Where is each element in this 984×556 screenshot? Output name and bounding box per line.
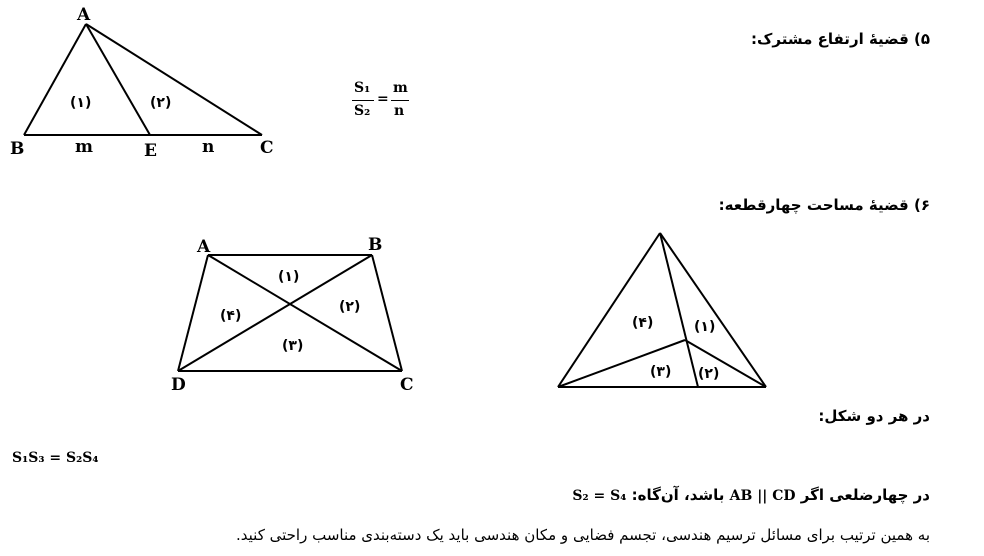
section6-heading: ۶) قضیهٔ مساحت چهارقطعه: xyxy=(718,196,930,214)
formula-rhs-numerator: m xyxy=(393,80,408,96)
condition-parallel: AB || CD xyxy=(729,488,796,504)
common-height-triangle xyxy=(24,24,262,135)
trapezoid-region-1: (۱) xyxy=(278,269,300,285)
condition-middle: باشد، آن‌گاه: xyxy=(631,486,725,504)
formula-equals: = xyxy=(377,91,389,107)
triangle-region-1: (۱) xyxy=(694,319,716,335)
vertex-c-label: C xyxy=(260,138,274,158)
formula-lhs-numerator: S₁ xyxy=(354,80,371,96)
condition-prefix: در چهارضلعی اگر xyxy=(800,486,930,504)
triangle-region-3: (۳) xyxy=(650,364,672,380)
trapezoid-region-3: (۳) xyxy=(282,338,304,354)
section5-heading: ۵) قضیهٔ ارتفاع مشترک: xyxy=(751,30,930,48)
segment-n-label: n xyxy=(202,137,215,157)
closing-paragraph: به همین ترتیب برای مسائل ترسیم هندسی، تجسم فضایی و مکان هندسی باید یک دسته‌بندی مناسب راحتی کنید. xyxy=(236,526,930,544)
trapezoid-vertex-b: B xyxy=(368,235,383,255)
trapezoid-vertex-c: C xyxy=(400,375,414,395)
side-da xyxy=(178,255,208,371)
triangle-region-4: (۴) xyxy=(632,315,654,331)
region-1-label: (۱) xyxy=(70,95,92,111)
region-2-label: (۲) xyxy=(150,95,172,111)
segment-m-label: m xyxy=(75,137,93,157)
condition-result: S₂ = S₄ xyxy=(572,488,627,504)
vertex-e-label: E xyxy=(144,141,157,161)
vertex-a-label: A xyxy=(77,5,91,25)
side-ab xyxy=(24,24,86,135)
trapezoid-vertex-a: A xyxy=(197,237,211,257)
both-figures-text: در هر دو شکل: xyxy=(818,407,930,425)
triangle-region-2: (۲) xyxy=(698,366,720,382)
trapezoid-region-4: (۴) xyxy=(220,308,242,324)
trapezoid-condition-line xyxy=(572,486,930,504)
formula-lhs-denominator: S₂ xyxy=(354,103,371,119)
trapezoid-vertex-d: D xyxy=(171,375,186,395)
side-right xyxy=(660,233,766,387)
segment-ae xyxy=(86,24,150,135)
side-bc xyxy=(372,255,402,371)
vertex-b-label: B xyxy=(10,139,25,159)
side-ac xyxy=(86,24,262,135)
side-left xyxy=(558,233,660,387)
formula-rhs-denominator: n xyxy=(394,103,405,119)
trapezoid-region-2: (۲) xyxy=(339,299,361,315)
product-formula: S₁S₃ = S₂S₄ xyxy=(12,450,99,466)
